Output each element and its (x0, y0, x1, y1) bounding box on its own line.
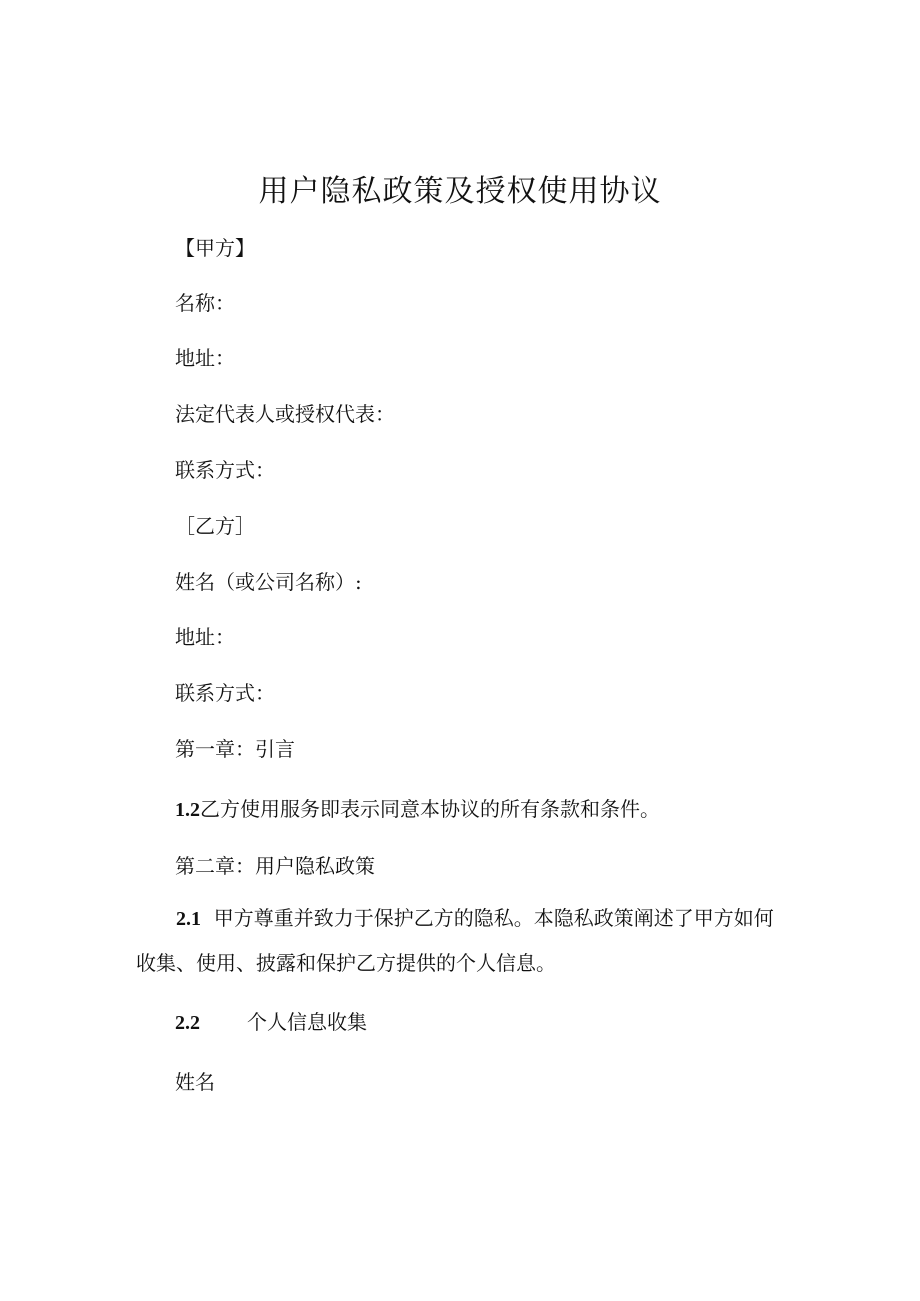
clause-2-2 (175, 1006, 367, 1035)
party-b-header: ［乙方］ (175, 514, 255, 538)
clause-2-1-line-1 (136, 896, 786, 941)
clause-2-1-number: 2.1 (176, 908, 201, 930)
chapter-2-heading: 第二章：用户隐私政策 (175, 854, 375, 878)
clause-1-2-text: 乙方使用服务即表示同意本协议的所有条款和条件。 (200, 797, 660, 821)
document-title: 用户隐私政策及授权使用协议 (258, 174, 662, 209)
party-a-address-label: 地址： (175, 346, 235, 370)
party-a-header: 【甲方】 (175, 236, 255, 260)
clause-2-1 (136, 896, 786, 985)
party-a-name-label: 名称： (175, 291, 235, 315)
party-a-contact-label: 联系方式： (175, 458, 275, 482)
clause-2-1-line-2: 收集、使用、披露和保护乙方提供的个人信息。 (136, 951, 556, 975)
clause-1-2-number: 1.2 (175, 799, 200, 821)
clause-1-2 (175, 793, 660, 822)
chapter-1-heading: 第一章：引言 (175, 737, 295, 761)
clause-2-2-text: 个人信息收集 (247, 1010, 367, 1034)
party-a-representative-label: 法定代表人或授权代表： (175, 402, 395, 426)
party-b-contact-label: 联系方式： (175, 681, 275, 705)
clause-2-2-number: 2.2 (175, 1012, 200, 1034)
item-name: 姓名 (175, 1070, 215, 1094)
clause-2-1-text-line-1: 甲方尊重并致力于保护乙方的隐私。本隐私政策阐述了甲方如何 (213, 906, 774, 930)
party-b-name-label: 姓名（或公司名称）: (175, 570, 362, 594)
party-b-address-label: 地址： (175, 625, 235, 649)
